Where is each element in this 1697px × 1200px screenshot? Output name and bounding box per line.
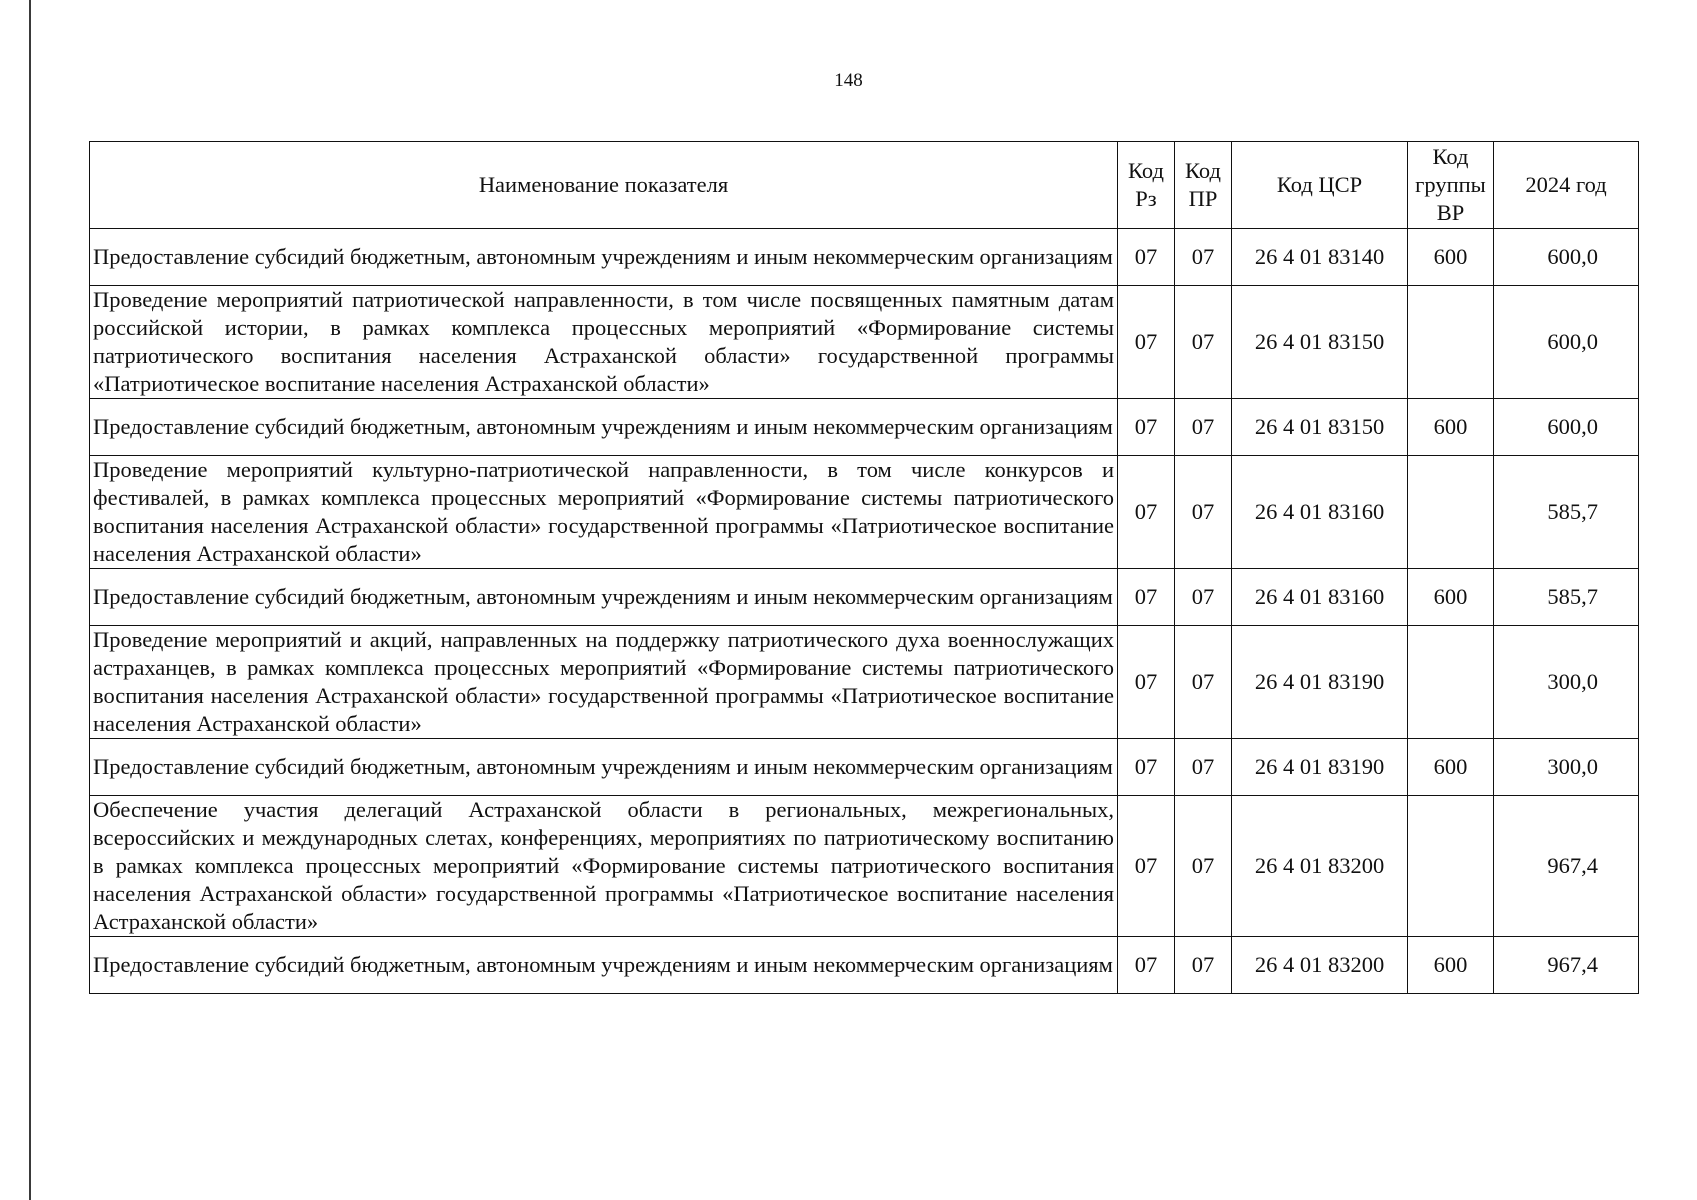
row-amount: 600,0	[1494, 229, 1639, 286]
table-row	[90, 569, 1639, 626]
row-vr	[1408, 796, 1494, 937]
table-row	[90, 739, 1639, 796]
row-rz: 07	[1118, 569, 1175, 626]
row-pr: 07	[1175, 739, 1232, 796]
row-vr: 600	[1408, 569, 1494, 626]
row-pr: 07	[1175, 626, 1232, 739]
row-name: Проведение мероприятий патриотической направленности, в том числе посвященных памятным датам российской истории, в рамках комплекса процессных мероприятий «Формирование системы патриотического воспитания населения Астраханской области» государственной программы «Патриотическое воспитание населения Астраханской области»	[90, 286, 1118, 399]
row-amount: 300,0	[1494, 739, 1639, 796]
table-row	[90, 626, 1639, 739]
row-amount: 300,0	[1494, 626, 1639, 739]
table-row	[90, 399, 1639, 456]
row-csr: 26 4 01 83150	[1232, 286, 1408, 399]
row-rz: 07	[1118, 796, 1175, 937]
row-name: Предоставление субсидий бюджетным, автономным учреждениям и иным некоммерческим организациям	[90, 937, 1118, 994]
table-row	[90, 456, 1639, 569]
header-vr: Код группы ВР	[1408, 142, 1494, 229]
row-csr: 26 4 01 83200	[1232, 937, 1408, 994]
table-row	[90, 796, 1639, 937]
table-header-row	[90, 142, 1639, 229]
header-name: Наименование показателя	[90, 142, 1118, 229]
row-pr: 07	[1175, 456, 1232, 569]
row-amount: 585,7	[1494, 569, 1639, 626]
row-pr: 07	[1175, 569, 1232, 626]
row-pr: 07	[1175, 399, 1232, 456]
row-rz: 07	[1118, 937, 1175, 994]
row-csr: 26 4 01 83190	[1232, 626, 1408, 739]
row-rz: 07	[1118, 456, 1175, 569]
row-rz: 07	[1118, 399, 1175, 456]
row-pr: 07	[1175, 286, 1232, 399]
table-row	[90, 286, 1639, 399]
row-name: Предоставление субсидий бюджетным, автономным учреждениям и иным некоммерческим организациям	[90, 739, 1118, 796]
row-vr: 600	[1408, 399, 1494, 456]
page-number: 148	[834, 70, 863, 91]
page-binding-line	[29, 0, 31, 1200]
row-name: Проведение мероприятий культурно-патриотической направленности, в том числе конкурсов и фестивалей, в рамках комплекса процессных мероприятий «Формирование системы патриотического воспитания населения Астраханской области» государственной программы «Патриотическое воспитание населения Астраханской области»	[90, 456, 1118, 569]
row-rz: 07	[1118, 229, 1175, 286]
row-rz: 07	[1118, 739, 1175, 796]
row-vr: 600	[1408, 937, 1494, 994]
row-rz: 07	[1118, 626, 1175, 739]
row-csr: 26 4 01 83160	[1232, 569, 1408, 626]
header-csr: Код ЦСР	[1232, 142, 1408, 229]
row-csr: 26 4 01 83150	[1232, 399, 1408, 456]
row-csr: 26 4 01 83140	[1232, 229, 1408, 286]
row-amount: 600,0	[1494, 286, 1639, 399]
row-vr	[1408, 626, 1494, 739]
row-name: Предоставление субсидий бюджетным, автономным учреждениям и иным некоммерческим организациям	[90, 399, 1118, 456]
header-year: 2024 год	[1494, 142, 1639, 229]
table-row	[90, 937, 1639, 994]
header-rz: Код Рз	[1118, 142, 1175, 229]
row-pr: 07	[1175, 796, 1232, 937]
row-name: Проведение мероприятий и акций, направленных на поддержку патриотического духа военнослужащих астраханцев, в рамках комплекса процессных мероприятий «Формирование системы патриотического воспитания населения Астраханской области» государственной программы «Патриотическое воспитание населения Астраханской области»	[90, 626, 1118, 739]
table-row	[90, 229, 1639, 286]
row-amount: 600,0	[1494, 399, 1639, 456]
row-vr	[1408, 286, 1494, 399]
row-name: Обеспечение участия делегаций Астраханской области в региональных, межрегиональных, всероссийских и международных слетах, конференциях, мероприятиях по патриотическому воспитанию в рамках комплекса процессных мероприятий «Формирование системы патриотического воспитания населения Астраханской области» государственной программы «Патриотическое воспитание населения Астраханской области»	[90, 796, 1118, 937]
row-vr: 600	[1408, 229, 1494, 286]
row-csr: 26 4 01 83200	[1232, 796, 1408, 937]
row-name: Предоставление субсидий бюджетным, автономным учреждениям и иным некоммерческим организациям	[90, 569, 1118, 626]
row-csr: 26 4 01 83190	[1232, 739, 1408, 796]
row-vr	[1408, 456, 1494, 569]
budget-table	[89, 141, 1639, 994]
row-rz: 07	[1118, 286, 1175, 399]
row-csr: 26 4 01 83160	[1232, 456, 1408, 569]
row-amount: 967,4	[1494, 796, 1639, 937]
row-amount: 967,4	[1494, 937, 1639, 994]
row-vr: 600	[1408, 739, 1494, 796]
row-amount: 585,7	[1494, 456, 1639, 569]
row-pr: 07	[1175, 937, 1232, 994]
row-pr: 07	[1175, 229, 1232, 286]
row-name: Предоставление субсидий бюджетным, автономным учреждениям и иным некоммерческим организациям	[90, 229, 1118, 286]
header-pr: Код ПР	[1175, 142, 1232, 229]
